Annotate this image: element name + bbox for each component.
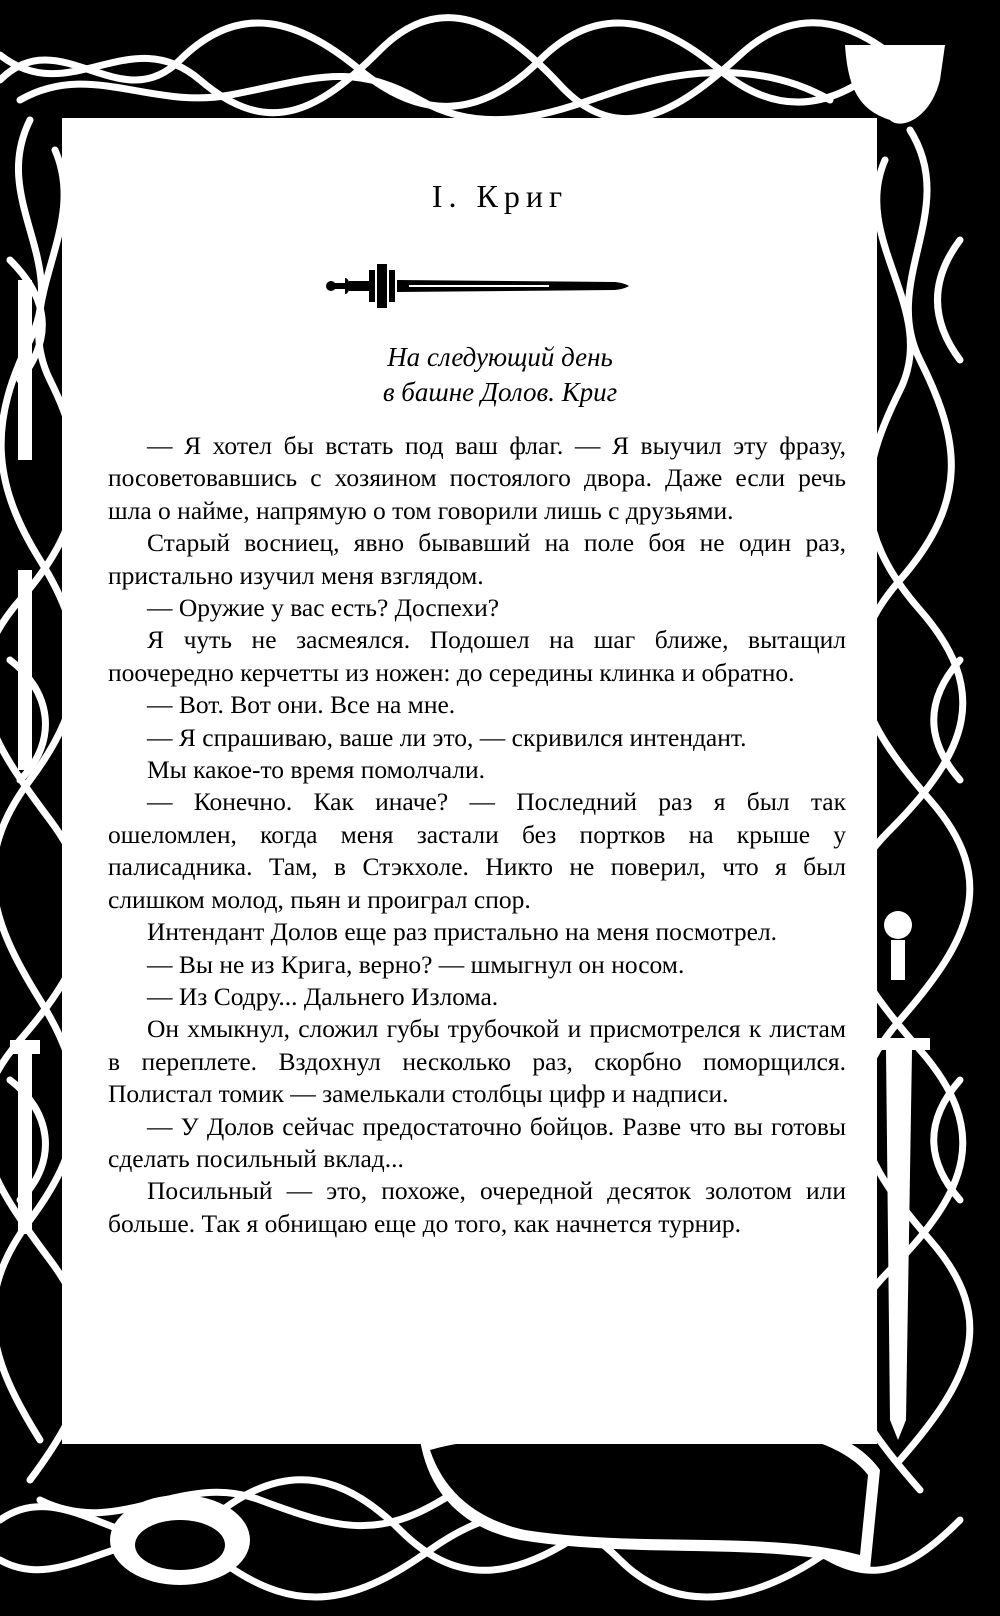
paragraph: Посильный — это, похоже, очередной десяток золотом или больше. Так я обнищаю еще до того, как начнется турнир. bbox=[108, 1176, 846, 1238]
paragraph: — Я спрашиваю, ваше ли это, — скривился интендант. bbox=[147, 722, 747, 752]
paragraph: Интендант Долов еще раз пристально на меня посмотрел. bbox=[147, 917, 778, 947]
page-number: 13 bbox=[713, 1470, 747, 1507]
paragraph: — Конечно. Как иначе? — Последний раз я был так ошеломлен, когда меня застали без портков на крыше у палисадника. Там, в Стэкхоле. Никто не поверил, что я был слишком молод, пьян и проиграл спор. bbox=[108, 787, 846, 914]
chapter-title: I. Криг bbox=[431, 178, 569, 214]
paragraph: — Я хотел бы встать под ваш флаг. — Я выучил эту фразу, посоветовавшись с хозяином постоялого двора. Даже если речь шла о найме, напрямую о том говорили лишь с друзьями. bbox=[108, 431, 846, 525]
paragraph: Он хмыкнул, сложил губы трубочкой и присмотрелся к листам в переплете. Вздохнул несколько раз, скорбно поморщился. Полистал томик — замелькали столбцы цифр и надписи. bbox=[108, 1014, 846, 1109]
paragraph: Я чуть не засмеялся. Подошел на шаг ближе, вытащил поочередно керчетты из ножен: до середины клинка и обратно. bbox=[108, 625, 846, 687]
paragraph: Мы какое-то время помолчали. bbox=[147, 755, 486, 785]
body-text bbox=[108, 430, 846, 1240]
dagger-icon bbox=[325, 262, 630, 310]
paragraph: — Вы не из Крига, верно? — шмыгнул он носом. bbox=[147, 949, 685, 979]
subtitle-line: в башне Долов. Криг bbox=[382, 377, 618, 407]
paragraph: Старый восниец, явно бывавший на поле боя не один раз, пристально изучил меня взглядом. bbox=[108, 528, 846, 590]
scene-subtitle bbox=[0, 340, 1000, 410]
paragraph: — У Долов сейчас предостаточно бойцов. Разве что вы готовы сделать посильный вклад... bbox=[108, 1111, 846, 1173]
subtitle-line: На следующий день bbox=[387, 342, 613, 372]
paragraph: — Вот. Вот они. Все на мне. bbox=[147, 690, 456, 720]
paragraph: — Из Содру... Дальнего Излома. bbox=[147, 981, 499, 1011]
paragraph: — Оружие у вас есть? Доспехи? bbox=[147, 593, 500, 623]
